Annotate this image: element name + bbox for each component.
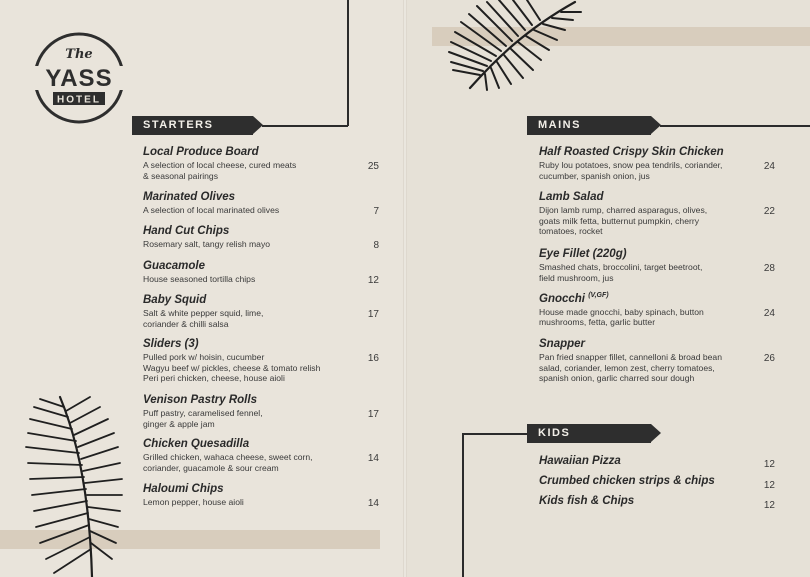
menu-item <box>143 191 363 216</box>
logo-the: The <box>65 47 93 62</box>
menu-item <box>143 260 363 285</box>
item-price: 17 <box>367 409 379 420</box>
menu-item <box>143 338 373 384</box>
item-description: A selection of local cheese, cured meats & seasonal pairings <box>143 160 297 181</box>
item-price: 28 <box>763 263 775 274</box>
menu-item <box>539 455 621 467</box>
menu-item <box>539 475 715 487</box>
item-price: 17 <box>367 309 379 320</box>
item-price: 16 <box>367 353 379 364</box>
item-price: 14 <box>367 498 379 509</box>
item-name: Venison Pastry Rolls <box>143 394 257 406</box>
item-name: Kids fish & Chips <box>539 495 635 507</box>
palm-leaf-top-icon <box>425 0 585 92</box>
item-name: Lamb Salad <box>539 191 604 203</box>
starters-heading: STARTERS <box>132 116 253 135</box>
logo-hotel: HOTEL <box>57 94 101 106</box>
menu-item <box>143 294 363 329</box>
menu-item <box>539 146 764 181</box>
item-name <box>539 292 764 305</box>
item-name: Eye Fillet (220g) <box>539 248 627 260</box>
item-price: 22 <box>763 206 775 217</box>
item-price: 24 <box>763 308 775 319</box>
menu-item <box>143 394 363 429</box>
palm-leaf-bottom-icon <box>20 395 130 577</box>
item-name: Chicken Quesadilla <box>143 438 250 450</box>
item-description: A selection of local marinated olives <box>143 205 280 215</box>
item-description: Ruby lou potatoes, snow pea tendrils, coriander, cucumber, spanish onion, jus <box>539 160 723 181</box>
item-description: Smashed chats, broccolini, target beetroot, field mushroom, jus <box>539 262 703 283</box>
item-name: Marinated Olives <box>143 191 236 203</box>
item-name: Local Produce Board <box>143 146 259 158</box>
item-price: 12 <box>367 275 379 286</box>
item-description: Puff pastry, caramelised fennel, ginger & apple jam <box>143 408 263 429</box>
logo-yass: YASS <box>45 65 113 92</box>
item-name: Snapper <box>539 338 586 350</box>
item-description: House seasoned tortilla chips <box>143 274 256 284</box>
item-price: 24 <box>763 161 775 172</box>
item-name: Hawaiian Pizza <box>539 455 621 467</box>
item-description: House made gnocchi, baby spinach, button mushrooms, fetta, garlic butter <box>539 306 704 328</box>
menu-item <box>539 248 764 283</box>
item-name: Half Roasted Crispy Skin Chicken <box>539 146 724 158</box>
dietary-tag: (V,GF) <box>588 292 609 299</box>
item-price: 7 <box>373 206 379 217</box>
item-name: Baby Squid <box>143 294 207 306</box>
item-name: Crumbed chicken strips & chips <box>539 475 715 487</box>
item-price: 26 <box>763 353 775 364</box>
menu-item <box>143 146 363 181</box>
kids-frame-horizontal <box>462 433 532 435</box>
item-price: 12 <box>763 480 775 491</box>
mains-heading: MAINS <box>527 116 651 135</box>
menu-item <box>539 191 764 237</box>
item-name: Hand Cut Chips <box>143 225 230 237</box>
item-name: Guacamole <box>143 260 205 272</box>
item-price: 12 <box>763 500 775 511</box>
page-fold <box>403 0 407 577</box>
menu-item <box>539 292 764 328</box>
item-description: Dijon lamb rump, charred asparagus, olives, goats milk fetta, butternut pumpkin, cherry tomatoes, rocket <box>539 205 708 237</box>
kids-frame-vertical <box>462 433 464 577</box>
mains-frame-horizontal <box>660 125 810 127</box>
item-description: Grilled chicken, wahaca cheese, sweet corn, coriander, guacamole & sour cream <box>143 452 313 473</box>
item-price: 25 <box>367 161 379 172</box>
menu-item <box>539 495 634 507</box>
starters-frame-vertical <box>347 0 349 126</box>
menu-item <box>143 483 363 508</box>
item-description: Rosemary salt, tangy relish mayo <box>143 239 271 249</box>
item-description: Lemon pepper, house aioli <box>143 497 244 507</box>
item-description: Pan fried snapper fillet, cannelloni & broad bean salad, coriander, lemon zest, cherry tomatoes, spanish onion, garlic charred sour dough <box>539 352 722 384</box>
menu-item <box>143 225 363 250</box>
kids-heading: KIDS <box>527 424 651 443</box>
menu-item <box>539 338 764 384</box>
item-name: Sliders (3) <box>143 338 199 350</box>
item-description: Pulled pork w/ hoisin, cucumber Wagyu beef w/ pickles, cheese & tomato relish Peri peri chicken, cheese, house aioli <box>143 352 321 384</box>
starters-frame-horizontal <box>262 125 348 127</box>
item-name: Haloumi Chips <box>143 483 224 495</box>
item-description: Salt & white pepper squid, lime, coriander & chilli salsa <box>143 308 264 329</box>
item-price: 14 <box>367 453 379 464</box>
item-name-text: Gnocchi <box>539 292 586 305</box>
menu-item <box>143 438 368 473</box>
item-price: 8 <box>373 240 379 251</box>
yass-hotel-logo <box>33 32 125 124</box>
item-price: 12 <box>763 459 775 470</box>
